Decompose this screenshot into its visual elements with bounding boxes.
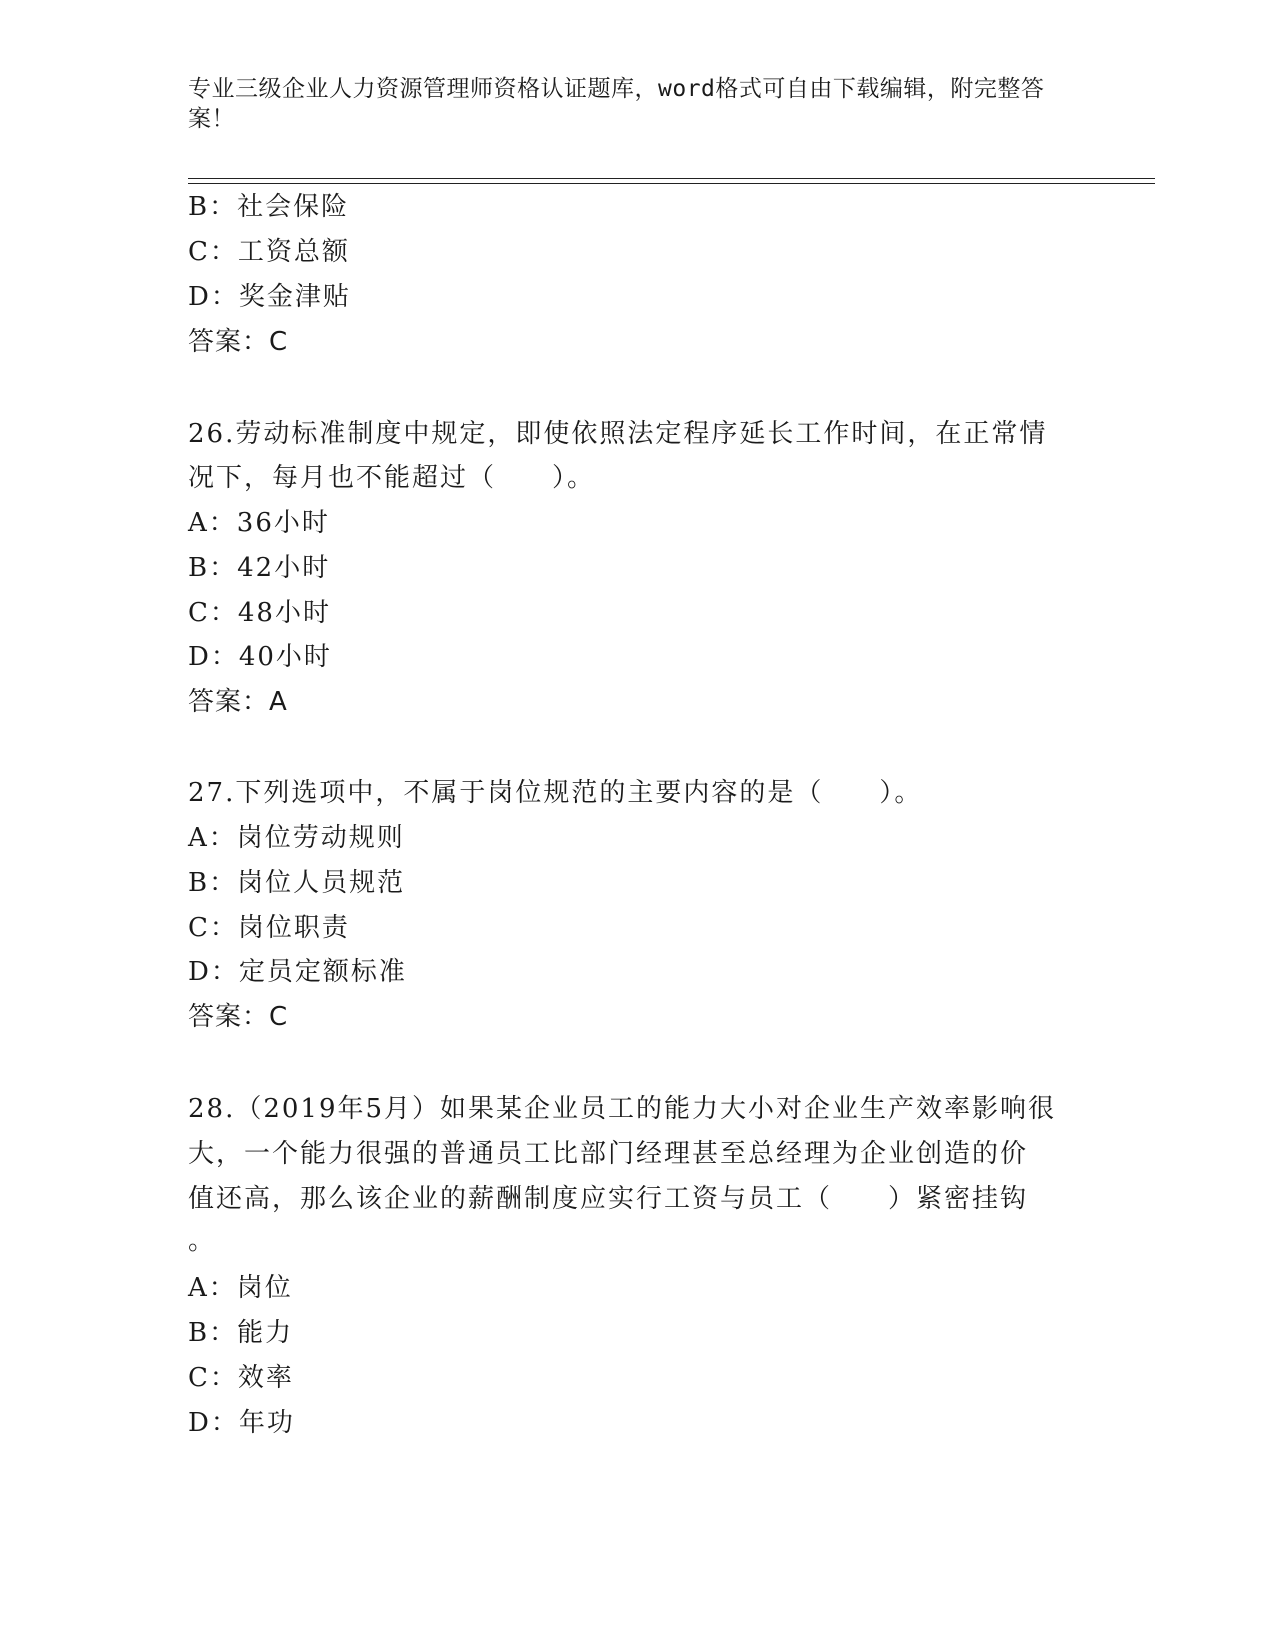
option-d: D：40小时 xyxy=(188,642,332,672)
question-stem: 况下，每月也不能超过（ ）。 xyxy=(188,463,596,493)
option-a: A：36小时 xyxy=(188,508,330,538)
option-d: D：定员定额标准 xyxy=(188,957,407,987)
answer: 答案：A xyxy=(188,687,288,717)
option-d: D：奖金津贴 xyxy=(188,282,351,312)
option-c: C：效率 xyxy=(188,1363,294,1393)
option-b: B：岗位人员规范 xyxy=(188,868,406,898)
option-a: A：岗位劳动规则 xyxy=(188,823,405,853)
question-stem: 大，一个能力很强的普通员工比部门经理甚至总经理为企业创造的价 xyxy=(188,1139,1029,1169)
answer: 答案：C xyxy=(188,1002,289,1032)
option-d: D：年功 xyxy=(188,1408,295,1438)
option-b: B：社会保险 xyxy=(188,192,350,222)
option-b: B：能力 xyxy=(188,1318,294,1348)
header-divider-bottom xyxy=(188,183,1155,184)
question-stem: 27.下列选项中，不属于岗位规范的主要内容的是（ ）。 xyxy=(188,778,923,808)
option-c: C：48小时 xyxy=(188,598,331,628)
question-stem: 28.（2019年5月）如果某企业员工的能力大小对企业生产效率影响很 xyxy=(188,1094,1057,1124)
question-stem: 。 xyxy=(188,1226,217,1256)
option-c: C：岗位职责 xyxy=(188,913,350,943)
answer: 答案：C xyxy=(188,327,289,357)
question-stem: 值还高，那么该企业的薪酬制度应实行工资与员工（ ）紧密挂钩 xyxy=(188,1184,1029,1214)
option-a: A：岗位 xyxy=(188,1273,293,1303)
header-divider-top xyxy=(188,178,1155,179)
question-stem: 26.劳动标准制度中规定，即使依照法定程序延长工作时间，在正常情 xyxy=(188,419,1048,449)
option-b: B：42小时 xyxy=(188,553,331,583)
document-header: 专业三级企业人力资源管理师资格认证题库，word格式可自由下载编辑，附完整答案！ xyxy=(188,76,1045,132)
option-c: C：工资总额 xyxy=(188,237,350,267)
